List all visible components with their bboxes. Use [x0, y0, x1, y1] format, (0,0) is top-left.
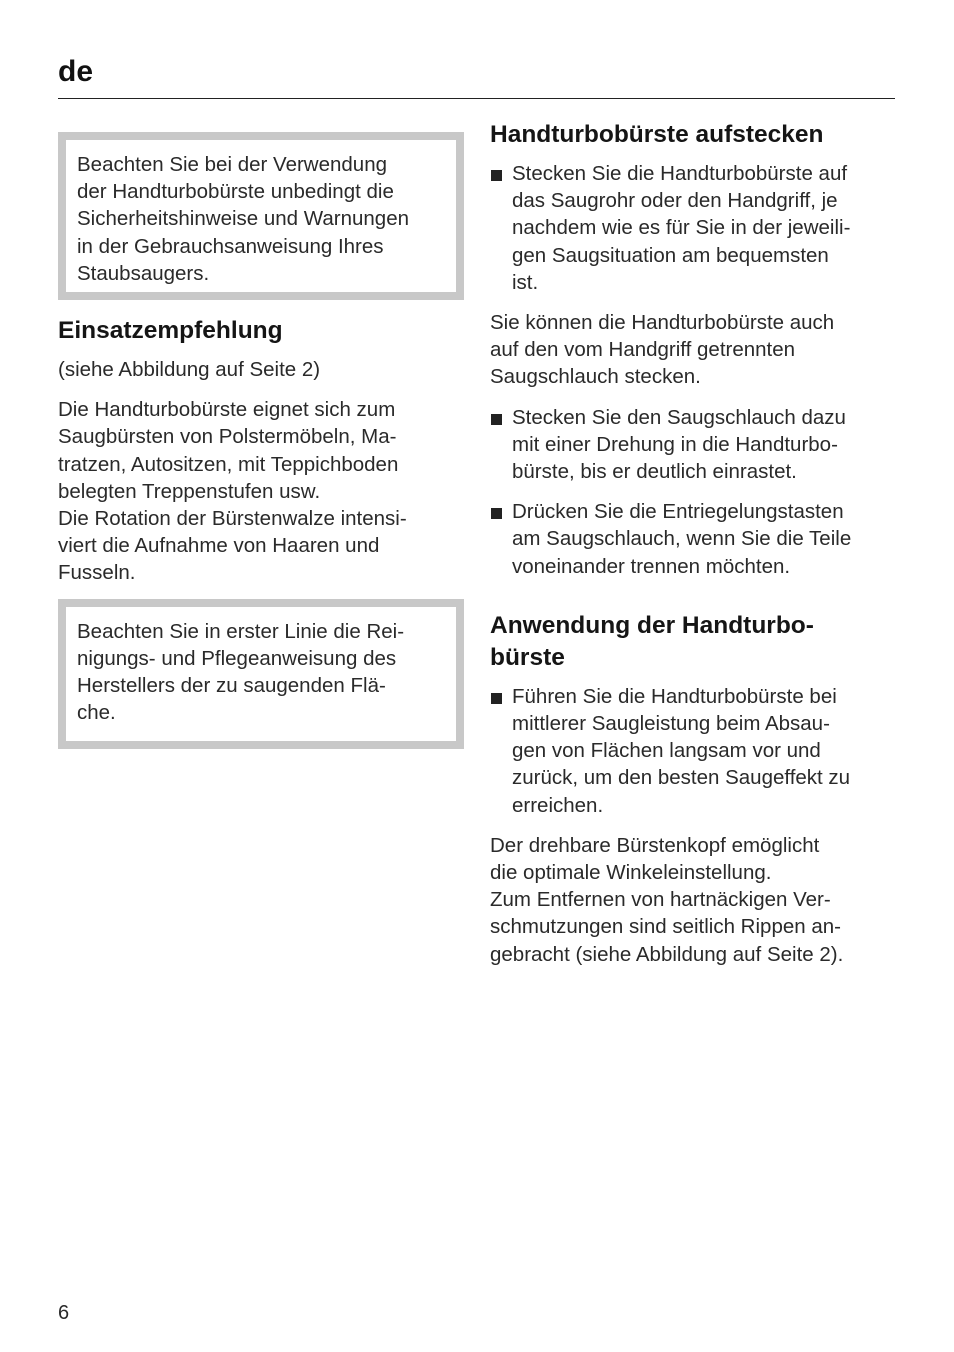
bullet-line: Stecken Sie den Saugschlauch dazu: [512, 405, 846, 429]
paragraph-line: Fusseln.: [58, 561, 136, 585]
hose-paragraph: [490, 309, 895, 391]
usage-paragraph: [58, 396, 464, 586]
brush-head-paragraph: [490, 832, 895, 968]
bullet-item: [490, 683, 895, 819]
paragraph-line: tratzen, Autositzen, mit Teppichboden: [58, 452, 399, 476]
paragraph-line: belegten Treppenstufen usw.: [58, 479, 321, 503]
bullet-line: ist.: [512, 270, 539, 294]
bullet-line: am Saugschlauch, wenn Sie die Teile: [512, 527, 852, 551]
notice-line: in der Gebrauchsanweisung Ihres: [77, 234, 384, 258]
paragraph-line: Sie können die Handturbobürste auch: [490, 311, 835, 335]
bullet-line: voneinander trennen möchten.: [512, 554, 791, 578]
bullet-item: [490, 498, 895, 580]
notice-line: che.: [77, 701, 116, 725]
bullet-square-icon: [491, 693, 502, 704]
care-notice-box: [58, 599, 464, 749]
bullet-line: gen von Flächen langsam vor und: [512, 739, 821, 763]
paragraph-line: auf den vom Handgriff getrennten: [490, 338, 796, 362]
bullet-line: Drücken Sie die Entriegelungstasten: [512, 500, 844, 524]
notice-line: Herstellers der zu saugenden Flä-: [77, 674, 386, 698]
bullet-line: zurück, um den besten Saugeffekt zu: [512, 766, 851, 790]
heading-line: bürste: [490, 643, 565, 671]
notice-line: Staubsaugers.: [77, 261, 210, 285]
paragraph-line: Die Rotation der Bürstenwalze intensi-: [58, 507, 407, 531]
section-heading-anwendung: [490, 610, 895, 674]
bullet-line: Stecken Sie die Handturbobürste auf: [512, 162, 848, 185]
page-number: 6: [58, 1302, 70, 1324]
section-heading-aufstecken: Handturbobürste aufstecken: [490, 121, 824, 148]
notice-line: Beachten Sie in erster Linie die Rei-: [77, 619, 405, 643]
notice-line: Beachten Sie bei der Verwendung: [77, 153, 388, 176]
notice-line: Sicherheitshinweise und Warnungen: [77, 207, 409, 231]
header-rule: [58, 98, 895, 99]
paragraph-line: Die Handturbobürste eignet sich zum: [58, 398, 396, 422]
right-column: [490, 118, 895, 968]
bullet-line: mittlerer Saugleistung beim Absau-: [512, 712, 830, 736]
paragraph-line: viert die Aufnahme von Haaren und: [58, 534, 380, 558]
bullet-line: bürste, bis er deutlich einrastet.: [512, 460, 797, 484]
bullet-line: das Saugrohr oder den Handgriff, je: [512, 189, 838, 213]
notice-line: der Handturbobürste unbedingt die: [77, 180, 394, 204]
bullet-line: gen Saugsituation am bequemsten: [512, 243, 829, 267]
paragraph-line: Zum Entfernen von hartnäckigen Ver-: [490, 888, 831, 912]
paragraph-line: schmutzungen sind seitlich Rippen an-: [490, 915, 841, 939]
bullet-line: mit einer Drehung in die Handturbo-: [512, 432, 838, 456]
bullet-line: erreichen.: [512, 793, 604, 817]
bullet-square-icon: [491, 170, 502, 181]
paragraph-line: die optimale Winkeleinstellung.: [490, 861, 772, 885]
bullet-item: [490, 160, 895, 296]
bullet-line: nachdem wie es für Sie in der jeweili-: [512, 216, 851, 240]
safety-notice-box: [58, 132, 464, 300]
left-column: [58, 118, 464, 749]
language-tag: de: [58, 55, 94, 88]
bullet-square-icon: [491, 508, 502, 519]
figure-reference: (siehe Abbildung auf Seite 2): [58, 358, 321, 381]
heading-line: Anwendung der Handturbo-: [490, 611, 814, 639]
section-heading-einsatzempfehlung: Einsatzempfehlung: [58, 317, 283, 344]
notice-line: nigungs- und Pflegeanweisung des: [77, 646, 397, 670]
paragraph-line: Saugschlauch stecken.: [490, 365, 701, 389]
paragraph-line: Der drehbare Bürstenkopf emöglicht: [490, 833, 820, 857]
bullet-line: Führen Sie die Handturbobürste bei: [512, 684, 837, 708]
paragraph-line: Saugbürsten von Polstermöbeln, Ma-: [58, 425, 397, 449]
bullet-square-icon: [491, 414, 502, 425]
paragraph-line: gebracht (siehe Abbildung auf Seite 2).: [490, 942, 844, 966]
bullet-item: [490, 404, 895, 486]
